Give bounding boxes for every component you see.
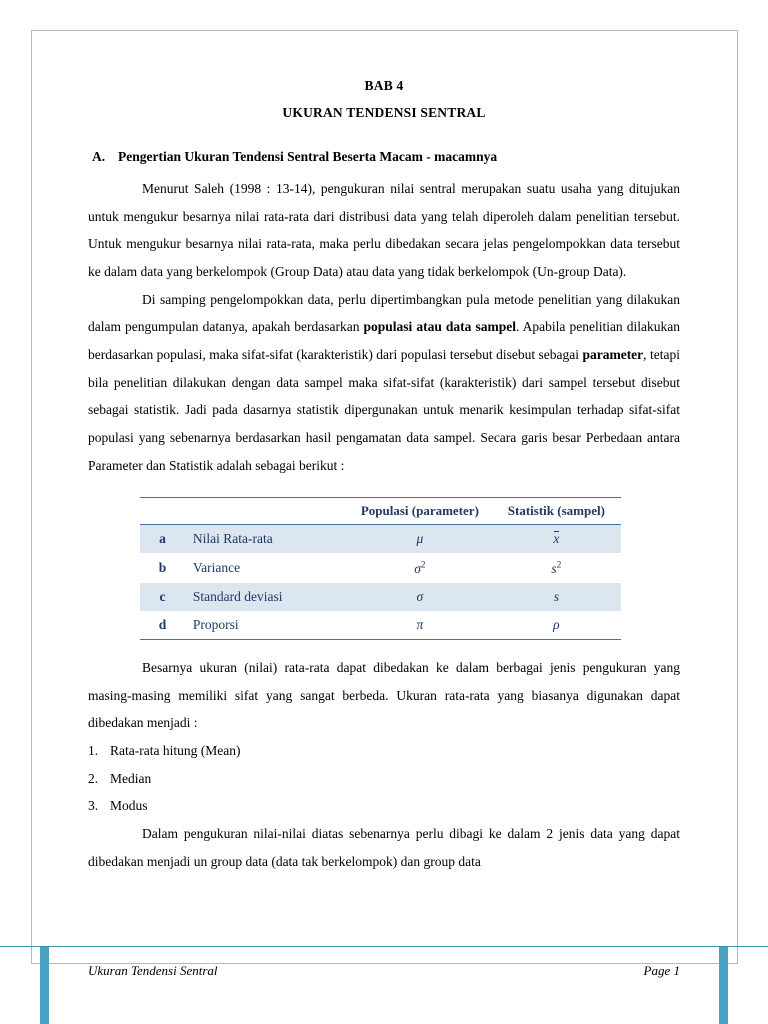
paragraph-2-bold-1: populasi atau data sampel [363,319,516,335]
section-marker: A. [92,149,106,164]
measures-list [88,737,680,820]
footer-divider [0,946,768,947]
cell-populasi-symbol: $\sigma^2$ [414,559,426,576]
list-item [88,737,680,765]
section-heading-text: Pengertian Ukuran Tendensi Sentral Beserta Macam - macamnya [118,149,498,164]
footer-accent-bar-left [40,947,49,1024]
paragraph-2-part-c: . Apabila penelitian dilakukan berdasarkan populasi, maka sifat-sifat (karakteristik) dari populasi tersebut disebut sebagai [88,319,680,363]
page-subtitle: UKURAN TENDENSI SENTRAL [282,105,486,120]
cell-letter: c [140,583,185,611]
list-item-number: 3. [88,798,99,814]
footer-left-text: Ukuran Tendensi Sentral [88,963,218,978]
list-item-number: 2. [88,770,99,786]
table-row [140,611,621,640]
cell-populasi-symbol: π [348,611,492,640]
list-item [88,765,680,793]
section-heading [92,149,680,165]
column-header-letter [140,498,185,525]
cell-measure-name: Proporsi [185,611,348,640]
cell-measure-name: Standard deviasi [185,583,348,611]
cell-letter: d [140,611,185,640]
list-item [88,792,680,820]
table-row [140,553,621,583]
table-body [140,525,621,640]
column-header-name [185,498,348,525]
paragraph-1: Menurut Saleh (1998 : 13-14), pengukuran nilai sentral merupakan suatu usaha yang ditujukan untuk mengukur besarnya nilai rata-rata dari distribusi data yang telah diperoleh dalam penelitian tersebut. Untuk mengukur besarnya nilai rata-rata, maka perlu dibedakan secara jelas pengelompokkan data tersebut ke dalam data yang berkelompok (Group Data) atau data yang tidak berkelompok (Un-group Data). [88,181,680,280]
cell-populasi-symbol: μ [348,525,492,554]
paragraph-2-bold-2: parameter [582,347,644,363]
table-header-row [140,498,621,525]
paragraph-2 [88,286,680,480]
paragraph-2-part-a: Di samping pengelompokkan data, perlu dipertimbangkan pula metode penelitian yang dilakukan dalam pengumpulan datanya, apakah berdasarkan [88,291,680,335]
paragraph-2-part-e: , tetapi bila penelitian dilakukan dengan data sampel maka sifat-sifat (karakteristik) dari sampel tersebut disebut sebagai statistik. Jadi pada dasarnya statistik dipergunakan untuk menarik kesimpulan terhadap sifat-sifat populasi yang sebenarnya berdasarkan hasil pengamatan data sampel. Secara garis besar Perbedaan antara Parameter dan Statistik adalah sebagai berikut : [88,347,680,473]
cell-statistik-symbol: x [492,525,621,554]
list-item-label: Modus [110,798,148,814]
cell-statistik-symbol: s [492,583,621,611]
cell-letter: b [158,560,167,576]
cell-populasi-symbol: σ [348,583,492,611]
parameter-statistic-table [140,497,621,640]
list-item-number: 1. [88,742,99,758]
list-item-label: Median [110,770,152,786]
cell-statistik-symbol: $s^2$ [551,559,562,576]
paragraph-4: Dalam pengukuran nilai-nilai diatas sebenarnya perlu dibagi ke dalam 2 jenis data yang dapat dibedakan menjadi un group data (data tak berkelompok) dan group data [88,825,680,869]
paragraph-3: Besarnya ukuran (nilai) rata-rata dapat dibedakan ke dalam berbagai jenis pengukuran yang masing-masing memiliki sifat yang sangat berbeda. Ukuran rata-rata yang biasanya digunakan dapat dibedakan menjadi : [88,659,680,731]
table-row [140,583,621,611]
cell-measure-name: Variance [192,560,241,576]
column-header-populasi: Populasi (parameter) [348,498,492,525]
column-header-statistik: Statistik (sampel) [492,498,621,525]
document-content [88,78,680,875]
statistics-table-wrapper [140,497,621,640]
cell-statistik-symbol: ρ [492,611,621,640]
cell-measure-name: Nilai Rata-rata [185,525,348,554]
list-item-label: Rata-rata hitung (Mean) [110,742,241,758]
footer-page-number: Page 1 [643,963,680,978]
cell-letter: a [140,525,185,554]
table-head [140,498,621,525]
page-footer [88,963,680,979]
page-title: BAB 4 [364,78,404,93]
footer-accent-bar-right [719,947,728,1024]
table-row [140,525,621,554]
